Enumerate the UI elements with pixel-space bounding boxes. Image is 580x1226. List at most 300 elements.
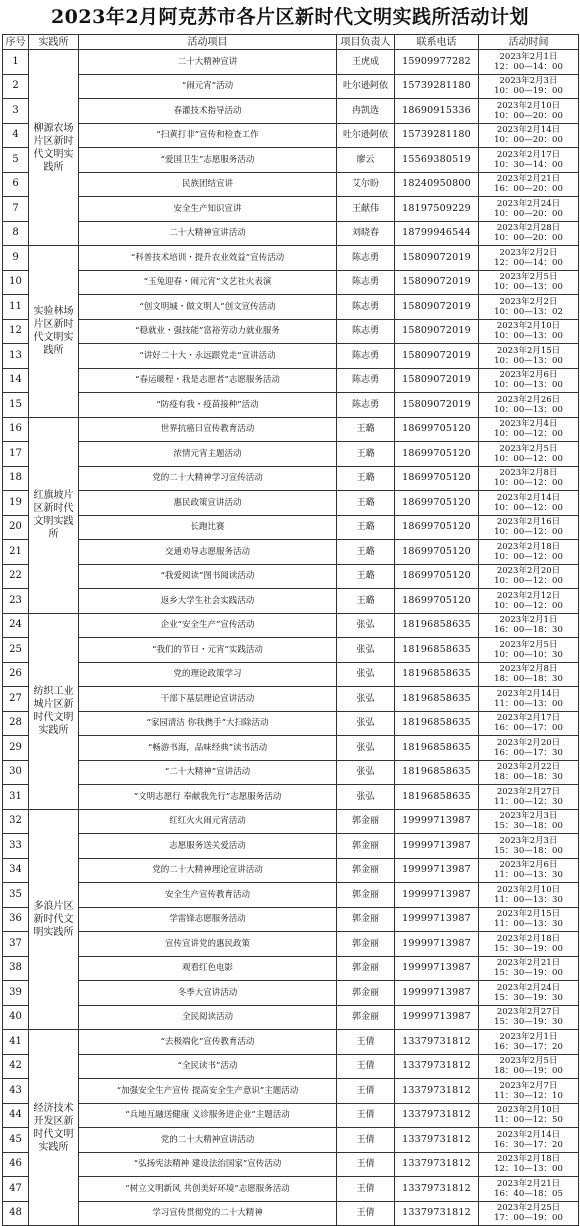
- leader-name: 王倩: [337, 1152, 395, 1177]
- row-number: 37: [3, 932, 29, 957]
- phone-number: 15739281180: [395, 74, 479, 99]
- activity-plan-table: [2, 34, 579, 1226]
- activity-time: [479, 1177, 579, 1202]
- table-row: [3, 662, 579, 687]
- activity-name: 全民阅读活动: [79, 1005, 337, 1030]
- phone-number: 19999713987: [395, 907, 479, 932]
- district-name: 多浪片区新时代文明实践所: [29, 809, 79, 1030]
- activity-hours: 15：30—18：00: [494, 821, 563, 832]
- phone-number: 13379731812: [395, 1103, 479, 1128]
- activity-date: 2023年2月2日: [499, 296, 558, 307]
- activity-date: 2023年2月8日: [499, 664, 558, 675]
- row-number: 24: [3, 613, 29, 638]
- phone-number: 13379731812: [395, 1177, 479, 1202]
- activity-date: 2023年2月10日: [496, 884, 561, 895]
- leader-name: 张弘: [337, 613, 395, 638]
- activity-time: [479, 246, 579, 271]
- activity-date: 2023年2月5日: [499, 639, 558, 650]
- activity-time: [479, 1079, 579, 1104]
- table-row: [3, 711, 579, 736]
- activity-hours: 16：40—18：05: [494, 1188, 563, 1199]
- activity-time: [479, 393, 579, 418]
- leader-name: 陈志勇: [337, 344, 395, 369]
- activity-date: 2023年2月25日: [496, 1203, 561, 1214]
- activity-date: 2023年2月21日: [496, 174, 561, 185]
- activity-date: 2023年2月14日: [496, 125, 561, 136]
- activity-time: [479, 221, 579, 246]
- row-number: 47: [3, 1177, 29, 1202]
- table-row: [3, 883, 579, 908]
- activity-date: 2023年2月3日: [499, 835, 558, 846]
- activity-name: “稳就业・强技能”富裕劳动力就业服务: [79, 319, 337, 344]
- table-row: [3, 319, 579, 344]
- table-row: [3, 466, 579, 491]
- leader-name: 郭金丽: [337, 907, 395, 932]
- leader-name: 王璐: [337, 564, 395, 589]
- activity-name: 长跑比赛: [79, 515, 337, 540]
- leader-name: 郭金丽: [337, 858, 395, 883]
- activity-name: “弘扬宪法精神 建设法治国家”宣传活动: [79, 1152, 337, 1177]
- phone-number: 19999713987: [395, 981, 479, 1006]
- activity-hours: 15：30—18：00: [494, 845, 563, 856]
- phone-number: 15809072019: [395, 344, 479, 369]
- header-time: 活动时间: [479, 35, 579, 50]
- activity-date: 2023年2月8日: [499, 468, 558, 479]
- activity-hours: 10：00—13：00: [494, 355, 563, 366]
- activity-time: [479, 1030, 579, 1055]
- table-row: [3, 687, 579, 712]
- activity-time: [479, 981, 579, 1006]
- phone-number: 18196858635: [395, 613, 479, 638]
- phone-number: 18196858635: [395, 711, 479, 736]
- activity-time: [479, 270, 579, 295]
- row-number: 13: [3, 344, 29, 369]
- activity-hours: 11：00—12：50: [494, 1115, 563, 1126]
- table-row: [3, 1054, 579, 1079]
- leader-name: 陈志勇: [337, 319, 395, 344]
- activity-hours: 11：00—13：30: [494, 870, 563, 881]
- activity-name: 世界抗癌日宣传教育活动: [79, 417, 337, 442]
- leader-name: 张弘: [337, 785, 395, 810]
- row-number: 2: [3, 74, 29, 99]
- table-row: [3, 148, 579, 173]
- row-number: 23: [3, 589, 29, 614]
- activity-hours: 10：00—10：30: [494, 649, 563, 660]
- table-row: [3, 295, 579, 320]
- activity-hours: 10：00—20：00: [494, 110, 563, 121]
- activity-date: 2023年2月5日: [499, 1056, 558, 1067]
- row-number: 39: [3, 981, 29, 1006]
- activity-time: [479, 540, 579, 565]
- row-number: 15: [3, 393, 29, 418]
- activity-hours: 11：00—12：30: [494, 796, 563, 807]
- row-number: 46: [3, 1152, 29, 1177]
- activity-name: “科普技术培训・提升农业效益”宣传活动: [79, 246, 337, 271]
- activity-date: 2023年2月18日: [496, 1154, 561, 1165]
- activity-name: “防疫有我・疫苗接种”活动: [79, 393, 337, 418]
- activity-time: [479, 760, 579, 785]
- leader-name: 王倩: [337, 1030, 395, 1055]
- activity-name: “树立文明新风 共创美好环境”志愿服务活动: [79, 1177, 337, 1202]
- activity-name: “兵地互融送健康 义诊服务进企业”主题活动: [79, 1103, 337, 1128]
- activity-date: 2023年2月14日: [496, 688, 561, 699]
- activity-name: 学习宣传贯彻党的二十大精神: [79, 1201, 337, 1226]
- phone-number: 15739281180: [395, 123, 479, 148]
- leader-name: 陈志勇: [337, 246, 395, 271]
- table-row: [3, 50, 579, 75]
- activity-date: 2023年2月1日: [499, 615, 558, 626]
- phone-number: 18699705120: [395, 466, 479, 491]
- activity-name: “加强安全生产宣传 提高安全生产意识”主题活动: [79, 1079, 337, 1104]
- leader-name: 王璐: [337, 466, 395, 491]
- activity-time: [479, 785, 579, 810]
- leader-name: 王璐: [337, 491, 395, 516]
- activity-date: 2023年2月18日: [496, 541, 561, 552]
- table-row: [3, 74, 579, 99]
- activity-name: 交通劝导志愿服务活动: [79, 540, 337, 565]
- activity-date: 2023年2月1日: [499, 1031, 558, 1042]
- table-row: [3, 613, 579, 638]
- activity-date: 2023年2月6日: [499, 370, 558, 381]
- table-row: [3, 172, 579, 197]
- activity-hours: 16：00—18：30: [494, 625, 563, 636]
- table-row: [3, 1030, 579, 1055]
- row-number: 43: [3, 1079, 29, 1104]
- phone-number: 19999713987: [395, 883, 479, 908]
- activity-date: 2023年2月5日: [499, 443, 558, 454]
- activity-date: 2023年2月26日: [496, 394, 561, 405]
- activity-name: “爱国卫生”志愿服务活动: [79, 148, 337, 173]
- activity-name: “春运暖程・我是志愿者”志愿服务活动: [79, 368, 337, 393]
- row-number: 6: [3, 172, 29, 197]
- row-number: 40: [3, 1005, 29, 1030]
- phone-number: 19999713987: [395, 956, 479, 981]
- phone-number: 15569380519: [395, 148, 479, 173]
- table-row: [3, 834, 579, 859]
- phone-number: 13379731812: [395, 1201, 479, 1226]
- phone-number: 18690915336: [395, 99, 479, 124]
- leader-name: 郭金丽: [337, 1005, 395, 1030]
- activity-date: 2023年2月3日: [499, 811, 558, 822]
- row-number: 8: [3, 221, 29, 246]
- row-number: 45: [3, 1128, 29, 1153]
- activity-time: [479, 123, 579, 148]
- activity-name: “二十大精神”宣讲活动: [79, 760, 337, 785]
- phone-number: 18196858635: [395, 662, 479, 687]
- activity-name: 学雷锋志愿服务活动: [79, 907, 337, 932]
- activity-hours: 18：00—18：30: [494, 674, 563, 685]
- phone-number: 18699705120: [395, 540, 479, 565]
- activity-name: 返乡大学生社会实践活动: [79, 589, 337, 614]
- activity-date: 2023年2月10日: [496, 321, 561, 332]
- leader-name: 王璐: [337, 515, 395, 540]
- activity-name: 党的二十大精神理论宣讲活动: [79, 858, 337, 883]
- activity-name: 红红火火闹元宵活动: [79, 809, 337, 834]
- activity-hours: 12：00—14：00: [494, 61, 563, 72]
- table-row: [3, 638, 579, 663]
- phone-number: 15909977282: [395, 50, 479, 75]
- leader-name: 张弘: [337, 760, 395, 785]
- activity-hours: 10：00—13：00: [494, 282, 563, 293]
- activity-name: “畅游书海，品味经典”读书活动: [79, 736, 337, 761]
- activity-date: 2023年2月10日: [496, 100, 561, 111]
- row-number: 32: [3, 809, 29, 834]
- activity-date: 2023年2月12日: [496, 590, 561, 601]
- phone-number: 18699705120: [395, 442, 479, 467]
- activity-hours: 16：30—17：20: [494, 1139, 563, 1150]
- phone-number: 13379731812: [395, 1079, 479, 1104]
- row-number: 28: [3, 711, 29, 736]
- table-row: [3, 540, 579, 565]
- activity-date: 2023年2月21日: [496, 1178, 561, 1189]
- leader-name: 王璐: [337, 589, 395, 614]
- activity-time: [479, 50, 579, 75]
- activity-time: [479, 907, 579, 932]
- row-number: 20: [3, 515, 29, 540]
- activity-date: 2023年2月22日: [496, 762, 561, 773]
- row-number: 1: [3, 50, 29, 75]
- district-name: 经济技术开发区新时代文明实践所: [29, 1030, 79, 1226]
- leader-name: 张弘: [337, 687, 395, 712]
- activity-hours: 10：00—12：00: [494, 551, 563, 562]
- row-number: 21: [3, 540, 29, 565]
- activity-date: 2023年2月20日: [496, 737, 561, 748]
- leader-name: 王璐: [337, 540, 395, 565]
- table-row: [3, 246, 579, 271]
- row-number: 3: [3, 99, 29, 124]
- table-row: [3, 123, 579, 148]
- leader-name: 王倩: [337, 1079, 395, 1104]
- activity-name: 志愿服务送关爱活动: [79, 834, 337, 859]
- activity-hours: 10：00—12：00: [494, 502, 563, 513]
- row-number: 5: [3, 148, 29, 173]
- table-row: [3, 99, 579, 124]
- activity-hours: 10：00—12：00: [494, 429, 563, 440]
- activity-name: 企业“安全生产”宣传活动: [79, 613, 337, 638]
- activity-hours: 11：00—13：30: [494, 919, 563, 930]
- phone-number: 15809072019: [395, 295, 479, 320]
- header-activity: 活动项目: [79, 35, 337, 50]
- header-leader: 项目负责人: [337, 35, 395, 50]
- activity-name: “创文明城・做文明人”创文宣传活动: [79, 295, 337, 320]
- activity-name: 惠民政策宣讲活动: [79, 491, 337, 516]
- activity-name: 宣传宣讲党的惠民政策: [79, 932, 337, 957]
- activity-hours: 10：00—12：00: [494, 478, 563, 489]
- activity-hours: 16：00—20：00: [494, 184, 563, 195]
- phone-number: 18699705120: [395, 417, 479, 442]
- phone-number: 18699705120: [395, 564, 479, 589]
- activity-hours: 10：00—13：00: [494, 380, 563, 391]
- leader-name: 陈志勇: [337, 393, 395, 418]
- leader-name: 吐尔逊阿依: [337, 123, 395, 148]
- phone-number: 13379731812: [395, 1030, 479, 1055]
- activity-name: “家园清洁 你我携手”大扫除活动: [79, 711, 337, 736]
- activity-date: 2023年2月15日: [496, 345, 561, 356]
- phone-number: 15809072019: [395, 319, 479, 344]
- activity-name: 二十大精神宣讲: [79, 50, 337, 75]
- table-row: [3, 760, 579, 785]
- leader-name: 张弘: [337, 736, 395, 761]
- activity-time: [479, 515, 579, 540]
- row-number: 25: [3, 638, 29, 663]
- activity-name: “我爱阅读”图书阅读活动: [79, 564, 337, 589]
- row-number: 14: [3, 368, 29, 393]
- table-row: [3, 785, 579, 810]
- activity-time: [479, 662, 579, 687]
- activity-date: 2023年2月21日: [496, 958, 561, 969]
- phone-number: 18196858635: [395, 760, 479, 785]
- phone-number: 15809072019: [395, 368, 479, 393]
- activity-hours: 15：30—19：00: [494, 943, 563, 954]
- activity-date: 2023年2月15日: [496, 909, 561, 920]
- activity-date: 2023年2月10日: [496, 1105, 561, 1116]
- activity-name: 冬季大宣讲活动: [79, 981, 337, 1006]
- phone-number: 18799946544: [395, 221, 479, 246]
- activity-date: 2023年2月6日: [499, 860, 558, 871]
- activity-time: [479, 99, 579, 124]
- activity-name: “文明志愿行 奉献我先行”志愿服务活动: [79, 785, 337, 810]
- activity-time: [479, 319, 579, 344]
- activity-hours: 10：00—13：00: [494, 404, 563, 415]
- row-number: 27: [3, 687, 29, 712]
- phone-number: 19999713987: [395, 858, 479, 883]
- leader-name: 吐尔逊阿依: [337, 74, 395, 99]
- activity-date: 2023年2月27日: [496, 1007, 561, 1018]
- activity-name: “去极端化”宣传教育活动: [79, 1030, 337, 1055]
- table-row: [3, 368, 579, 393]
- activity-hours: 16：00—17：30: [494, 747, 563, 758]
- activity-hours: 10：00—12：00: [494, 576, 563, 587]
- activity-time: [479, 197, 579, 222]
- header-district: 实践所: [29, 35, 79, 50]
- row-number: 16: [3, 417, 29, 442]
- activity-hours: 18：00—19：00: [494, 1066, 563, 1077]
- table-row: [3, 1005, 579, 1030]
- activity-date: 2023年2月27日: [496, 786, 561, 797]
- activity-time: [479, 956, 579, 981]
- table-row: [3, 515, 579, 540]
- activity-hours: 15：30—19：30: [494, 1017, 563, 1028]
- table-row: [3, 907, 579, 932]
- page-title: 2023年2月阿克苏市各片区新时代文明实践所活动计划: [50, 6, 530, 28]
- activity-hours: 10：00—12：00: [494, 453, 563, 464]
- activity-time: [479, 466, 579, 491]
- row-number: 11: [3, 295, 29, 320]
- activity-time: [479, 883, 579, 908]
- activity-time: [479, 932, 579, 957]
- activity-time: [479, 1152, 579, 1177]
- activity-name: “讲好二十大・永远跟党走”宣讲活动: [79, 344, 337, 369]
- activity-name: 浓情元宵主题活动: [79, 442, 337, 467]
- activity-name: 党的二十大精神宣讲活动: [79, 1128, 337, 1153]
- activity-hours: 18：00—18：30: [494, 772, 563, 783]
- activity-time: [479, 1201, 579, 1226]
- activity-time: [479, 809, 579, 834]
- leader-name: 陈志勇: [337, 295, 395, 320]
- row-number: 19: [3, 491, 29, 516]
- activity-time: [479, 687, 579, 712]
- leader-name: 郭金丽: [337, 981, 395, 1006]
- activity-time: [479, 858, 579, 883]
- district-name: 实验林场片区新时代文明实践所: [29, 246, 79, 418]
- phone-number: 19999713987: [395, 834, 479, 859]
- row-number: 4: [3, 123, 29, 148]
- table-row: [3, 393, 579, 418]
- table-row: [3, 344, 579, 369]
- table-header-row: [3, 35, 579, 50]
- table-row: [3, 1128, 579, 1153]
- leader-name: 王璐: [337, 417, 395, 442]
- activity-time: [479, 172, 579, 197]
- activity-name: “闹元宵”活动: [79, 74, 337, 99]
- activity-name: 党的理论政策学习: [79, 662, 337, 687]
- leader-name: 艾尔盼: [337, 172, 395, 197]
- row-number: 18: [3, 466, 29, 491]
- activity-time: [479, 368, 579, 393]
- activity-time: [479, 442, 579, 467]
- activity-time: [479, 148, 579, 173]
- activity-date: 2023年2月20日: [496, 566, 561, 577]
- activity-hours: 10：00—20：00: [494, 135, 563, 146]
- activity-hours: 10：00—19：00: [494, 86, 563, 97]
- row-number: 31: [3, 785, 29, 810]
- leader-name: 张弘: [337, 638, 395, 663]
- activity-time: [479, 834, 579, 859]
- row-number: 10: [3, 270, 29, 295]
- activity-time: [479, 1103, 579, 1128]
- activity-date: 2023年2月7日: [499, 1080, 558, 1091]
- header-phone: 联系电话: [395, 35, 479, 50]
- activity-date: 2023年2月24日: [496, 198, 561, 209]
- activity-name: “我们的节日・元宵”实践活动: [79, 638, 337, 663]
- table-row: [3, 932, 579, 957]
- row-number: 7: [3, 197, 29, 222]
- activity-time: [479, 491, 579, 516]
- row-number: 34: [3, 858, 29, 883]
- activity-name: “扫黄打非”宣传和检查工作: [79, 123, 337, 148]
- activity-hours: 10：00—12：00: [494, 600, 563, 611]
- phone-number: 15809072019: [395, 393, 479, 418]
- leader-name: 王虎成: [337, 50, 395, 75]
- activity-date: 2023年2月24日: [496, 982, 561, 993]
- activity-time: [479, 344, 579, 369]
- activity-date: 2023年2月5日: [499, 272, 558, 283]
- phone-number: 19999713987: [395, 1005, 479, 1030]
- row-number: 48: [3, 1201, 29, 1226]
- district-name: 红旗坡片区新时代文明实践所: [29, 417, 79, 613]
- leader-name: 张弘: [337, 711, 395, 736]
- district-name: 柳源农场片区新时代文明实践所: [29, 50, 79, 246]
- leader-name: 王倩: [337, 1177, 395, 1202]
- activity-hours: 16：30—17：20: [494, 1041, 563, 1052]
- activity-date: 2023年2月14日: [496, 1129, 561, 1140]
- phone-number: 13379731812: [395, 1152, 479, 1177]
- activity-date: 2023年2月28日: [496, 223, 561, 234]
- activity-time: [479, 711, 579, 736]
- leader-name: 郭金丽: [337, 932, 395, 957]
- activity-hours: 12：10—13：00: [494, 1164, 563, 1175]
- activity-time: [479, 1128, 579, 1153]
- table-row: [3, 589, 579, 614]
- activity-time: [479, 613, 579, 638]
- phone-number: 18699705120: [395, 515, 479, 540]
- activity-time: [479, 564, 579, 589]
- activity-hours: 10：00—20：00: [494, 208, 563, 219]
- activity-time: [479, 638, 579, 663]
- row-number: 36: [3, 907, 29, 932]
- phone-number: 18196858635: [395, 687, 479, 712]
- row-number: 35: [3, 883, 29, 908]
